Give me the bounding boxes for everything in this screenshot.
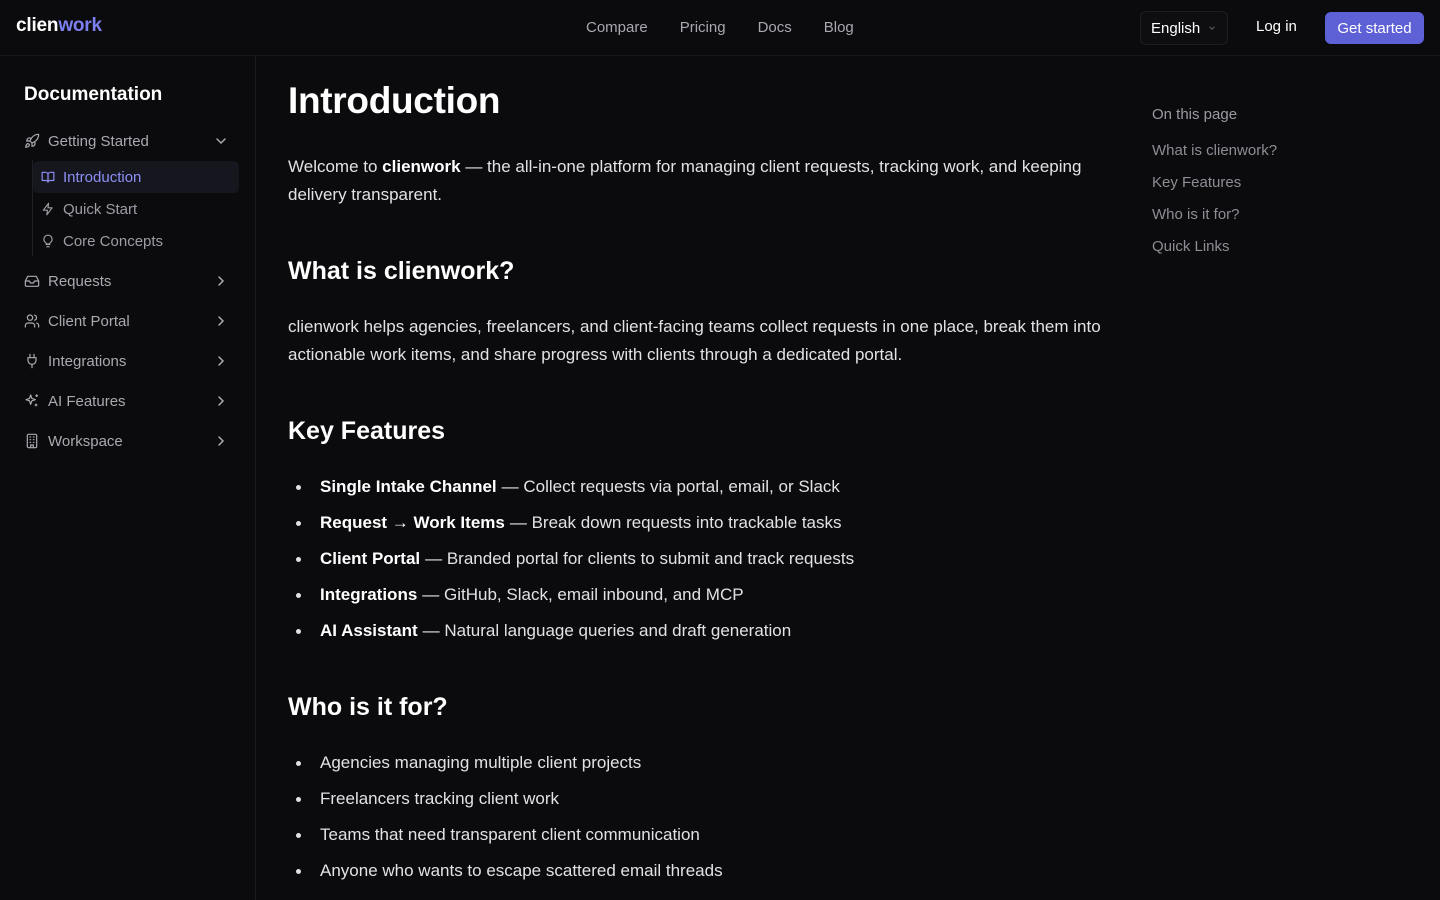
nav-link-compare[interactable]: Compare	[586, 19, 648, 36]
toc-link-quick-links[interactable]: Quick Links	[1152, 238, 1230, 255]
logo-text-accent: work	[58, 15, 102, 36]
lightbulb-icon	[41, 234, 55, 248]
what-is-paragraph: clienwork helps agencies, freelancers, and client-facing teams collect requests in one place, break them into actionable work items, and share progress with clients through a dedicated portal.	[288, 317, 1101, 364]
heading-what-is: What is clienwork?	[288, 257, 515, 285]
sidebar-section-label: Workspace	[48, 432, 123, 450]
feature-description: — Branded portal for clients to submit and track requests	[425, 549, 855, 568]
chevron-down-icon	[214, 134, 228, 148]
list-item: Agencies managing multiple client projects	[296, 745, 723, 781]
list-item: Anyone who wants to escape scattered email threads	[296, 853, 723, 889]
sidebar-section-client-portal[interactable]	[24, 308, 232, 334]
feature-name: Request → Work Items	[320, 513, 505, 532]
chevron-right-icon	[214, 314, 228, 328]
sidebar-section-requests[interactable]	[24, 268, 232, 294]
sidebar-section-label: Client Portal	[48, 312, 130, 330]
toc-link-key-features[interactable]: Key Features	[1152, 174, 1242, 191]
main-nav	[586, 19, 854, 36]
feature-description: — Break down requests into trackable tasks	[509, 513, 842, 532]
toc-link-who-is-it-for[interactable]: Who is it for?	[1152, 206, 1240, 223]
sidebar-title: Documentation	[24, 84, 163, 105]
docs-sidebar	[0, 56, 256, 900]
get-started-button[interactable]: Get started	[1325, 12, 1424, 44]
rocket-icon	[24, 133, 40, 149]
book-open-icon	[41, 170, 55, 184]
zap-icon	[41, 202, 55, 216]
sidebar-section-workspace[interactable]	[24, 428, 232, 454]
language-select[interactable]	[1140, 11, 1228, 45]
feature-name: Client Portal	[320, 549, 421, 568]
key-features-list	[296, 469, 854, 649]
users-icon	[24, 313, 40, 329]
language-value: English	[1151, 19, 1201, 37]
sidebar-item-label: Core Concepts	[63, 232, 164, 250]
sidebar-section-label: Getting Started	[48, 132, 149, 150]
chevron-right-icon	[214, 274, 228, 288]
sidebar-item-core-concepts[interactable]	[33, 225, 239, 257]
page-title: Introduction	[288, 80, 501, 121]
building-icon	[24, 433, 40, 449]
heading-who-is-it-for: Who is it for?	[288, 693, 448, 721]
toc-link-what-is[interactable]: What is clienwork?	[1152, 142, 1278, 159]
list-item	[296, 613, 854, 649]
list-item	[296, 469, 854, 505]
list-item	[296, 541, 854, 577]
feature-description: — Collect requests via portal, email, or Slack	[501, 477, 840, 496]
list-item	[296, 505, 854, 541]
nav-link-pricing[interactable]: Pricing	[679, 19, 726, 36]
chevron-right-icon	[214, 354, 228, 368]
inbox-icon	[24, 273, 40, 289]
login-link[interactable]: Log in	[1256, 18, 1297, 35]
sidebar-section-label: Requests	[48, 272, 112, 290]
feature-name: Single Intake Channel	[320, 477, 497, 496]
sidebar-section-label: Integrations	[48, 352, 127, 370]
intro-text-after: — the all-in-one platform for managing client requests, tracking work, and keeping delivery transparent.	[288, 157, 1082, 204]
chevron-down-icon	[1208, 24, 1216, 32]
intro-paragraph	[288, 153, 1128, 209]
feature-description: — GitHub, Slack, email inbound, and MCP	[422, 585, 744, 604]
intro-brand-name: clienwork	[382, 157, 461, 176]
sidebar-section-integrations[interactable]	[24, 348, 232, 374]
audience-list	[296, 745, 723, 889]
feature-name: AI Assistant	[320, 621, 418, 640]
nav-link-blog[interactable]: Blog	[823, 19, 854, 36]
nav-link-docs[interactable]: Docs	[757, 19, 792, 36]
toc-title: On this page	[1152, 106, 1238, 123]
sidebar-section-label: AI Features	[48, 392, 126, 410]
sidebar-section-getting-started[interactable]	[24, 128, 232, 154]
sidebar-item-label: Quick Start	[63, 200, 138, 218]
list-item: Teams that need transparent client communication	[296, 817, 723, 853]
sidebar-item-label: Introduction	[63, 168, 142, 186]
plug-icon	[24, 353, 40, 369]
sidebar-section-ai-features[interactable]	[24, 388, 232, 414]
chevron-right-icon	[214, 434, 228, 448]
list-item: Freelancers tracking client work	[296, 781, 723, 817]
feature-description: — Natural language queries and draft generation	[422, 621, 792, 640]
intro-text-before: Welcome to	[288, 157, 383, 176]
sidebar-item-quick-start[interactable]	[33, 193, 239, 225]
feature-name: Integrations	[320, 585, 418, 604]
sidebar-item-introduction[interactable]	[33, 161, 239, 193]
sparkles-icon	[24, 393, 40, 409]
heading-key-features: Key Features	[288, 417, 446, 445]
list-item	[296, 577, 854, 613]
logo[interactable]	[16, 15, 102, 37]
top-navbar	[0, 0, 1440, 56]
chevron-right-icon	[214, 394, 228, 408]
logo-text-primary: clien	[16, 15, 59, 36]
